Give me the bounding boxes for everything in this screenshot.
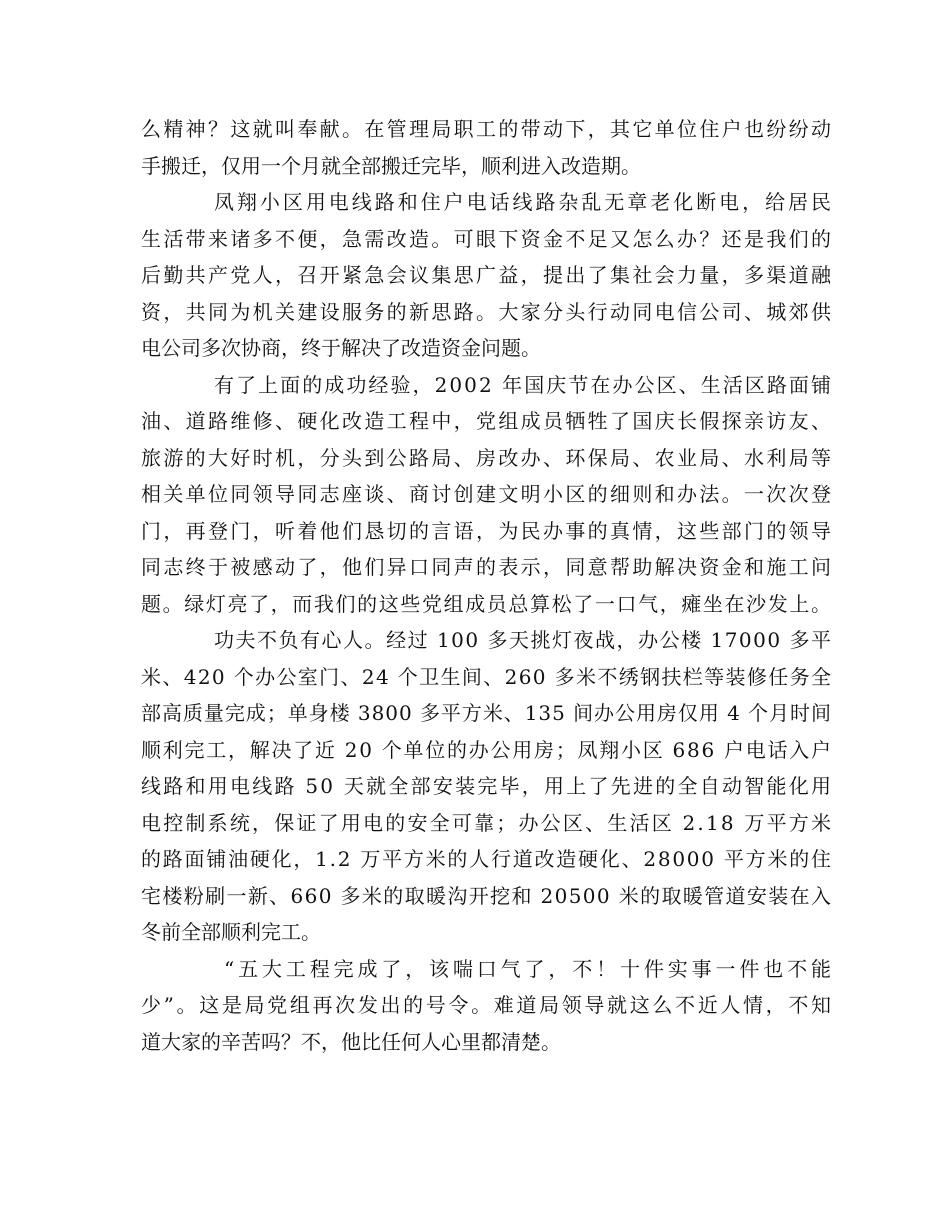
text-line [141,111,834,148]
line-text: 旅游的大好时机，分头到公路局、房改办、环保局、农业局、水利局等 [141,445,834,470]
text-line [141,330,831,367]
text-line [141,732,831,769]
paragraph-first-line [141,367,834,404]
text-line [141,476,834,513]
text-line [141,659,831,696]
paragraph-first-line [141,184,834,221]
line-text: 同志终于被感动了，他们异口同声的表示，同意帮助解决资金和施工问 [141,555,834,579]
line-text: 线路和用电线路 50 天就全部安装完毕，用上了先进的全自动智能化用 [141,774,834,798]
line-text: 功夫不负有心人。经过 100 多天挑灯夜战，办公楼 17000 多平 [214,628,833,652]
text-line [141,987,834,1024]
text-line [141,257,834,294]
paragraph-first-line [141,622,831,659]
line-text: 的路面铺油硬化，1.2 万平方米的人行道改造硬化、28000 平方米的住 [141,847,833,871]
text-line [141,695,831,732]
line-text: 道大家的辛苦吗？不，他比任何人心里都清楚。 [141,1029,561,1054]
text-line [141,440,834,477]
line-text: 冬前全部顺利完工。 [141,920,321,944]
line-text: 米、420 个办公室门、24 个卫生间、260 多米不绣钢扶栏等装修任务全 [141,664,833,689]
text-line [141,586,831,623]
line-text: 手搬迁，仅用一个月就全部搬迁完毕，顺利进入改造期。 [141,153,641,178]
line-text: 资，共同为机关建设服务的新思路。大家分头行动同电信公司、城郊供 [141,299,834,324]
text-line [141,403,834,440]
paragraph-first-line [141,951,835,988]
text-line [141,768,834,805]
line-text: 少”。这是局党组再次发出的号令。难道局领导就这么不近人情，不知 [141,993,834,1017]
line-text: 顺利完工，解决了近 20 个单位的办公用房；凤翔小区 686 户电话入户 [141,737,833,762]
text-line [141,513,834,550]
line-text: 部高质量完成；单身楼 3800 多平方米、135 间办公用房仅用 4 个月时间 [141,701,832,725]
line-text: 宅楼粉刷一新、660 多米的取暖沟开挖和 20500 米的取暖管道安装在入 [141,883,833,908]
line-text: 电控制系统，保证了用电的安全可靠；办公区、生活区 2.18 万平方米 [141,810,834,835]
line-text: 生活带来诸多不便，急需改造。可眼下资金不足又怎么办？还是我们的 [141,226,834,251]
text-line [141,148,831,185]
text-line [141,805,834,842]
line-text: 相关单位同领导同志座谈、商讨创建文明小区的细则和办法。一次次登 [141,482,834,506]
body-text [141,111,835,1060]
line-text: 电公司多次协商，终于解决了改造资金问题。 [141,336,541,360]
text-line [141,294,834,331]
line-text: 门，再登门，听着他们恳切的言语，为民办事的真情，这些部门的领导 [141,518,834,543]
line-text: 么精神？这就叫奉献。在管理局职工的带动下，其它单位住户也纷纷动 [141,117,834,141]
line-text: 后勤共产党人，召开紧急会议集思广益，提出了集社会力量，多渠道融 [141,263,834,287]
text-line [141,841,831,878]
line-text: 有了上面的成功经验，2002 年国庆节在办公区、生活区路面铺 [214,372,834,397]
text-line [141,914,831,951]
line-text: 凤翔小区用电线路和住户电话线路杂乱无章老化断电，给居民 [214,190,834,214]
line-text: 题。绿灯亮了，而我们的这些党组成员总算松了一口气，瘫坐在沙发上。 [141,591,833,616]
text-line [141,878,831,915]
text-line [141,549,834,586]
line-text: “五大工程完成了，该喘口气了，不！十件实事一件也不能 [224,956,835,981]
text-line [141,221,834,258]
text-line [141,1024,831,1061]
line-text: 油、道路维修、硬化改造工程中，党组成员牺牲了国庆长假探亲访友、 [141,409,834,433]
